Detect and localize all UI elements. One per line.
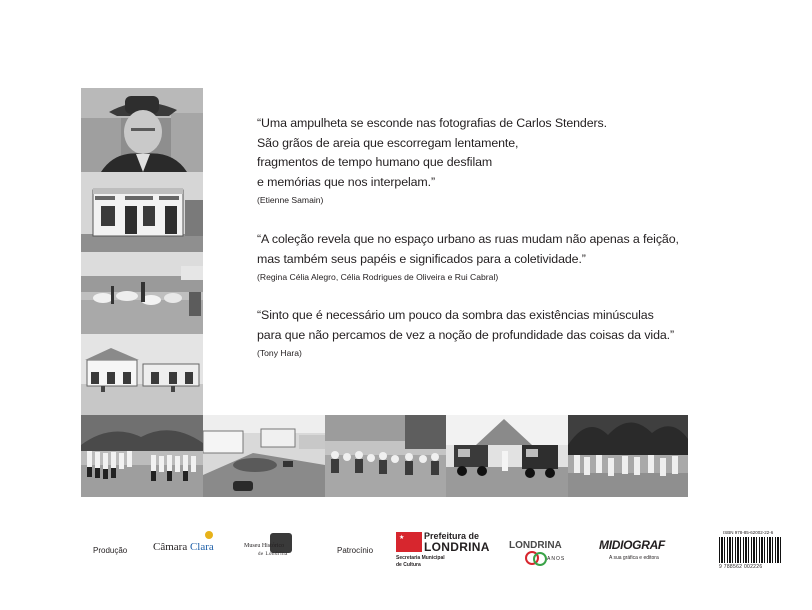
quote-line: e memórias que nos interpelam.” xyxy=(257,174,436,189)
producao-label: Produção xyxy=(93,546,128,555)
photo-ox-carts xyxy=(81,252,203,334)
patrocinio-label: Patrocínio xyxy=(337,546,374,555)
londrina80-name: LONDRINA xyxy=(509,540,562,551)
midiograf-logo xyxy=(599,538,677,566)
quote-line: “Sinto que é necessário um pouco da sombra das existências minúsculas xyxy=(257,308,654,322)
quote-author: (Regina Célia Alegro, Célia Rodrigues de Oliveira e Rui Cabral) xyxy=(257,272,499,282)
quote-line: fragmentos de tempo humano que desfilam xyxy=(257,155,493,169)
photo-crowd-street xyxy=(325,415,446,497)
camara-text: Câmara xyxy=(153,541,188,553)
prefeitura-line1: Prefeitura de xyxy=(424,531,480,541)
quote-line: São grãos de areia que escorregam lentamente, xyxy=(257,135,519,150)
photo-storefront xyxy=(81,172,203,252)
photo-trucks xyxy=(446,415,568,497)
prefeitura-sub1: Secretaria Municipal xyxy=(396,555,445,561)
isbn-barcode xyxy=(717,530,783,572)
clara-text: Clara xyxy=(189,541,214,553)
museu-line2: de Londrina xyxy=(258,552,288,557)
quote-line: “Uma ampulheta se esconde nas fotografias de Carlos Stenders. xyxy=(257,116,607,130)
quote-author: (Etienne Samain) xyxy=(257,195,324,205)
midiograf-tagline: A sua gráfica e editora xyxy=(609,555,659,561)
barcode-icon xyxy=(719,537,781,563)
quote-line: para que não percamos de vez a noção de profundidade das coisas da vida.” xyxy=(257,327,675,342)
photo-portrait xyxy=(81,88,203,172)
prefeitura-londrina-logo: ★ Prefeitura de LONDRINA Secretaria Municipal de Cultura xyxy=(396,531,490,568)
prefeitura-sub2: de Cultura xyxy=(396,562,421,568)
photo-gathering-trees xyxy=(568,415,688,497)
quote-1 xyxy=(257,114,717,207)
quote-3 xyxy=(257,306,717,360)
londrina-80-anos-logo xyxy=(509,538,573,568)
quote-author: (Tony Hara) xyxy=(257,348,302,358)
isbn-text: ISBN 978-85-62002-22-6 xyxy=(723,530,774,535)
quote-line: mas também seus papéis e significados para a coletividade.” xyxy=(257,251,586,266)
photo-parade xyxy=(81,415,203,497)
londrina80-anos: ANOS xyxy=(547,556,566,562)
prefeitura-line2: LONDRINA xyxy=(424,540,490,554)
midiograf-name: MIDIOGRAF xyxy=(599,538,665,552)
quote-2 xyxy=(257,230,717,284)
eighty-rings-icon-2 xyxy=(533,552,547,566)
quote-line: “A coleção revela que no espaço urbano as ruas mudam não apenas a feição, xyxy=(257,232,679,246)
camara-clara-logo xyxy=(153,530,215,554)
museu-line1: Museu Histórico xyxy=(244,543,285,549)
sun-icon xyxy=(205,531,213,539)
photo-city-avenue xyxy=(203,415,325,497)
photo-street-buildings xyxy=(81,334,203,415)
isbn-number: 9 788562 002226 xyxy=(719,564,763,570)
museu-historico-logo xyxy=(244,533,336,561)
